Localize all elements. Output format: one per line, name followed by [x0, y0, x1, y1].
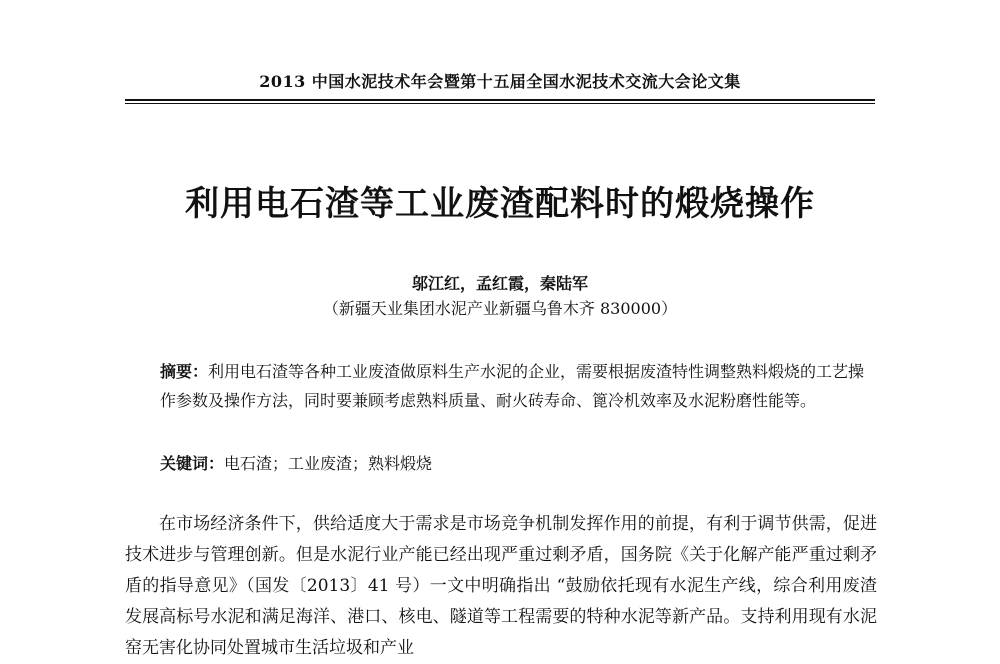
abstract: [160, 357, 870, 415]
abstract-label: 摘要：: [160, 362, 209, 381]
keywords-label: 关键词：: [160, 454, 225, 473]
body-text: [125, 509, 877, 664]
running-header: 2013 中国水泥技术年会暨第十五届全国水泥技术交流大会论文集: [259, 72, 741, 91]
authors: 邬江红，孟红霞，秦陆军: [411, 274, 588, 293]
affiliation: （新疆天业集团水泥产业新疆乌鲁木齐 830000）: [322, 299, 678, 318]
keywords-text: 电石渣；工业废渣；熟料煅烧: [224, 454, 433, 473]
keywords: [160, 451, 432, 474]
body-paragraph: 在市场经济条件下，供给适度大于需求是市场竞争机制发挥作用的前提，有利于调节供需，促进技术进步与管理创新。但是水泥行业产能已经出现严重过剩矛盾，国务院《关于化解产能严重过剩矛盾的指导意见》（国发〔2013〕41 号）一文中明确指出 “鼓励依托现有水泥生产线，综合利用废渣发展高标号水泥和满足海洋、港口、核电、隧道等工程需要的特种水泥等新产品。支持利用现有水泥窑无害化协同处置城市生活垃圾和产业: [125, 514, 877, 658]
paper-title: 利用电石渣等工业废渣配料时的煅烧操作: [185, 184, 815, 224]
header-rule-thin: [125, 103, 875, 104]
abstract-text: 利用电石渣等各种工业废渣做原料生产水泥的企业，需要根据废渣特性调整熟料煅烧的工艺操作参数及操作方法，同时要兼顾考虑熟料质量、耐火砖寿命、篦冷机效率及水泥粉磨性能等。: [160, 362, 865, 410]
header-rule: [125, 99, 875, 101]
